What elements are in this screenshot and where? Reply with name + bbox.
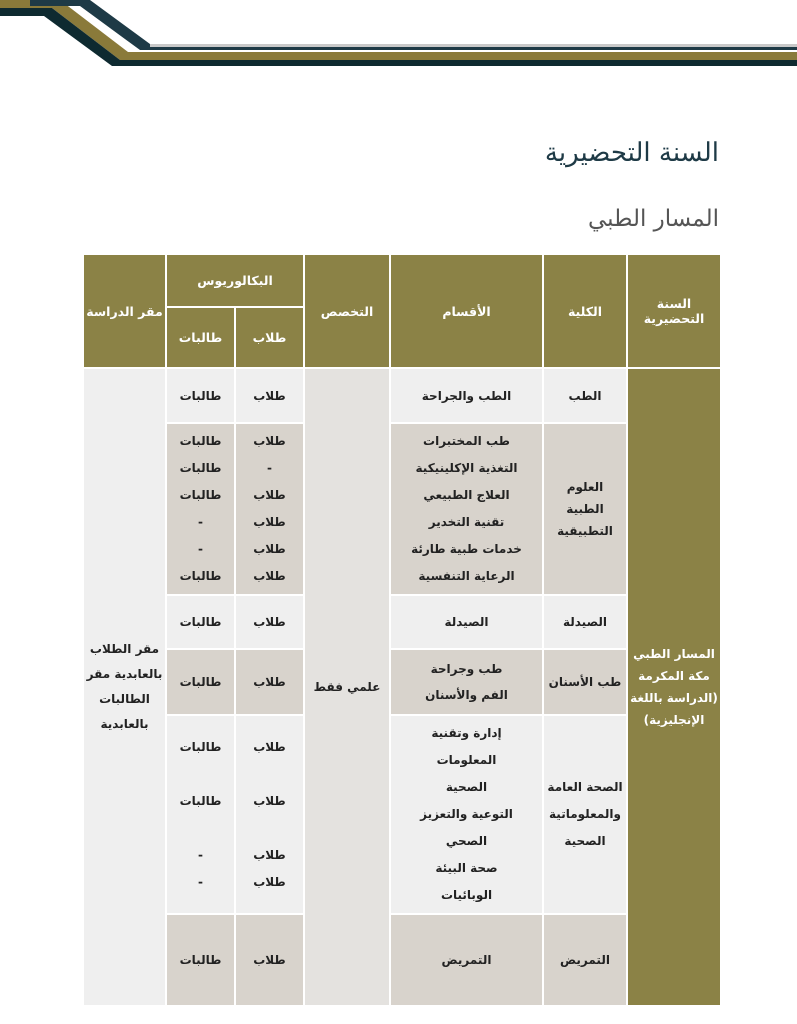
male-item: طلاب (253, 874, 286, 889)
department-item: التغذية الإكلينيكية (415, 461, 518, 475)
departments-cell (390, 649, 543, 715)
male-cell (235, 368, 304, 423)
male-item: طلاب (253, 615, 286, 629)
female-item: طالبات (179, 488, 222, 502)
female-item (169, 761, 232, 788)
header-male: طلاب (235, 307, 304, 368)
college-cell: العلوم الطبية التطبيقية (543, 423, 627, 595)
female-item (169, 815, 232, 842)
male-cell (235, 715, 304, 914)
female-item: - (198, 515, 203, 529)
male-cell (235, 649, 304, 715)
department-item: التمريض (441, 953, 492, 967)
college-cell: الطب (543, 368, 627, 423)
female-item: طالبات (179, 739, 222, 754)
female-item: طالبات (179, 953, 222, 967)
male-item: طلاب (253, 434, 286, 448)
header-prep-year: السنة التحضيرية (627, 254, 721, 368)
male-item: طلاب (253, 542, 286, 556)
department-item: العلاج الطبيعي (423, 488, 510, 502)
department-item: الصيدلة (444, 615, 489, 629)
department-item: صحة البيئة الوبائيات (435, 861, 498, 902)
male-cell (235, 914, 304, 1006)
male-item: طلاب (253, 739, 286, 754)
header-bachelor: البكالوريوس (166, 254, 304, 307)
female-item: طالبات (179, 434, 222, 448)
male-item (238, 815, 301, 842)
female-item: طالبات (179, 675, 222, 689)
college-cell: الصيدلة (543, 595, 627, 649)
location-cell: مقر الطلاب بالعابدية مقر الطالبات بالعابدية (83, 368, 166, 1006)
male-item (238, 761, 301, 788)
section-subtitle: المسار الطبي (587, 206, 719, 232)
female-cell (166, 715, 235, 914)
female-cell (166, 368, 235, 423)
departments-cell (390, 423, 543, 595)
male-cell (235, 423, 304, 595)
male-item: طلاب (253, 793, 286, 808)
male-item: طلاب (253, 388, 286, 403)
male-item: طلاب (253, 569, 286, 583)
male-cell (235, 595, 304, 649)
header-college: الكلية (543, 254, 627, 368)
department-item: الطب والجراحة (421, 388, 512, 403)
header-banner (0, 0, 797, 70)
departments-cell (390, 715, 543, 914)
female-cell (166, 595, 235, 649)
female-item: - (198, 542, 203, 556)
female-item: - (198, 847, 203, 862)
header-specialization: التخصص (304, 254, 390, 368)
female-cell (166, 423, 235, 595)
male-item: طلاب (253, 488, 286, 502)
male-item: طلاب (253, 675, 286, 689)
department-item: التوعية والتعزيز الصحي (420, 807, 513, 848)
header-female: طالبات (166, 307, 235, 368)
male-item: - (267, 461, 272, 475)
college-cell: الصحة العامة والمعلوماتية الصحية (543, 715, 627, 914)
department-item: الرعاية التنفسية (418, 569, 515, 583)
college-cell: طب الأسنان (543, 649, 627, 715)
department-item: طب المختبرات (423, 434, 510, 448)
department-item: تقنية التخدير (428, 515, 505, 529)
male-item: طلاب (253, 953, 286, 967)
female-cell (166, 914, 235, 1006)
female-item: طالبات (179, 461, 222, 475)
female-item: طالبات (179, 615, 222, 629)
departments-cell (390, 368, 543, 423)
programs-table (82, 253, 722, 1007)
departments-cell (390, 914, 543, 1006)
department-item: طب وجراحة الفم والأسنان (425, 662, 508, 702)
college-cell: التمريض (543, 914, 627, 1006)
female-cell (166, 649, 235, 715)
female-item: - (198, 874, 203, 889)
male-item: طلاب (253, 515, 286, 529)
male-item: طلاب (253, 847, 286, 862)
specialization-cell: علمي فقط (304, 368, 390, 1006)
department-item: إدارة وتقنية المعلومات الصحية (431, 726, 502, 794)
female-item: طالبات (179, 388, 222, 403)
departments-cell (390, 595, 543, 649)
female-item: طالبات (179, 569, 222, 583)
page-title: السنة التحضيرية (544, 138, 719, 168)
header-study-location: مقر الدراسة (83, 254, 166, 368)
prep-track-cell: المسار الطبي مكة المكرمة (الدراسة باللغة الإنجليزية) (627, 368, 721, 1006)
female-item: طالبات (179, 793, 222, 808)
header-departments: الأقسام (390, 254, 543, 368)
department-item: خدمات طبية طارئة (411, 542, 522, 556)
